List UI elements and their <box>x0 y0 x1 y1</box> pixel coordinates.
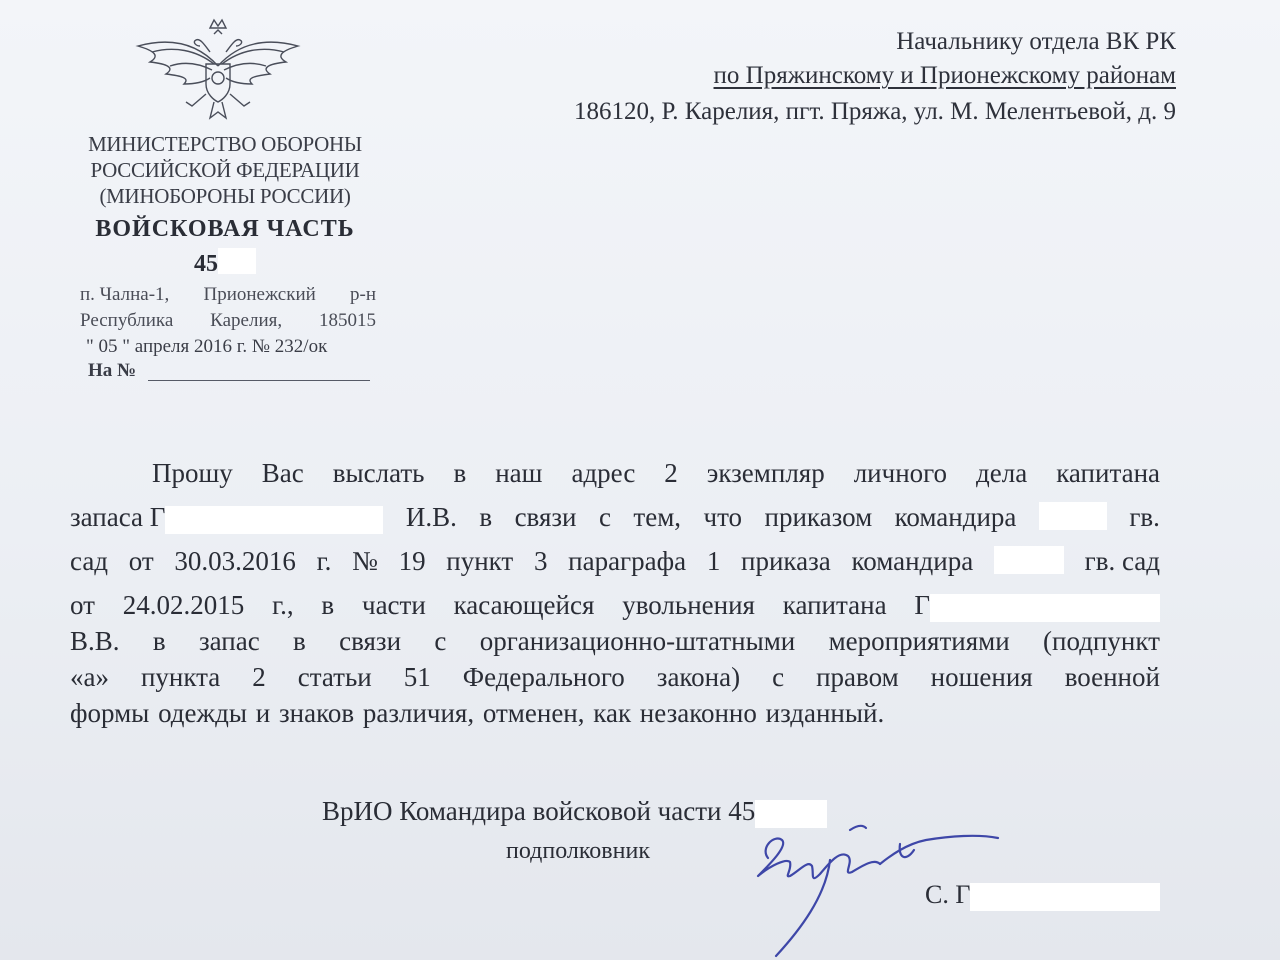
body-word: дела <box>976 458 1028 488</box>
addressee-line-1: Начальнику отдела ВК РК <box>896 28 1176 55</box>
body-word: капитана <box>1056 458 1160 488</box>
redaction-box <box>165 506 383 534</box>
body-word: 19 <box>398 546 426 576</box>
body-word: в <box>321 590 335 620</box>
body-word: 2 <box>252 662 266 692</box>
body-line-7: формы одежды и знаков различия, отменен, как незаконно изданный. <box>70 698 885 728</box>
body-word: 24.02.2015 <box>122 590 245 620</box>
body-text: Г <box>914 590 930 620</box>
body-word <box>70 502 383 534</box>
redaction-box <box>1039 502 1107 530</box>
body-word: правом <box>816 662 899 692</box>
body-word: организационно-штатными <box>479 626 796 656</box>
body-word: адрес <box>571 458 636 488</box>
body-word: № <box>352 546 378 576</box>
redaction-box <box>930 594 1160 622</box>
body-word: что <box>703 502 743 532</box>
body-word: ношения <box>930 662 1033 692</box>
body-word: касающейся <box>453 590 595 620</box>
unit-number-row <box>60 248 390 278</box>
signatory-name-text: С. Г <box>925 880 971 909</box>
signatory-rank: подполковник <box>506 838 650 864</box>
address-word: п. Чална-1, <box>80 284 170 305</box>
body-word: военной <box>1064 662 1160 692</box>
body-word: капитана <box>782 590 887 620</box>
body-word: части <box>361 590 426 620</box>
body-word: 51 <box>403 662 431 692</box>
reference-blank-line <box>148 380 370 381</box>
unit-address-line-2 <box>80 310 376 332</box>
body-word: г. <box>316 546 332 576</box>
body-line-4 <box>70 590 1160 622</box>
body-word: Федерального <box>462 662 625 692</box>
body-word: выслать <box>332 458 425 488</box>
body-word: запас <box>198 626 260 656</box>
body-word: командира <box>894 502 1017 532</box>
body-word: 3 <box>533 546 548 576</box>
address-word: Республика <box>80 310 174 331</box>
body-word: в <box>479 502 493 532</box>
body-word: пункт <box>446 546 514 576</box>
reference-label: На № <box>88 360 137 381</box>
body-line-2 <box>70 502 1160 534</box>
body-word: приказа <box>741 546 831 576</box>
body-word: от <box>128 546 154 576</box>
body-word: Прошу <box>152 458 233 488</box>
body-word: тем, <box>633 502 682 532</box>
signatory-title-text: ВрИО Командира войсковой части 45 <box>322 796 756 826</box>
body-line-5 <box>70 626 1160 657</box>
unit-number: 45 <box>194 251 218 277</box>
address-word: Прионежский <box>203 284 316 305</box>
body-word: 1 <box>706 546 721 576</box>
body-word: 30.03.2016 <box>174 546 296 576</box>
body-word <box>914 590 1160 622</box>
addressee-address: 186120, Р. Карелия, пгт. Пряжа, ул. М. Мелентьевой, д. 9 <box>574 98 1176 125</box>
body-word: пункта <box>140 662 221 692</box>
body-line-6 <box>70 662 1160 693</box>
body-line-1 <box>152 458 1160 489</box>
body-word: в <box>453 458 467 488</box>
addressee-line-2: по Пряжинскому и Прионежскому районам <box>713 62 1176 89</box>
body-word: г., <box>272 590 294 620</box>
body-word: приказом <box>764 502 873 532</box>
body-word: гв. сад <box>1084 546 1160 576</box>
eagle-emblem-icon <box>130 6 306 134</box>
redaction-box <box>994 546 1064 574</box>
outgoing-date-number: " 05 " апреля 2016 г. № 232/ок <box>86 336 328 357</box>
address-word: 185015 <box>318 310 376 331</box>
body-word: от <box>70 590 95 620</box>
body-word: Вас <box>261 458 304 488</box>
body-word: связи <box>339 626 402 656</box>
body-word: с <box>772 662 785 692</box>
ministry-name-line-1: МИНИСТЕРСТВО ОБОРОНЫ <box>88 132 362 156</box>
body-word: сад <box>70 546 109 576</box>
body-word: в <box>293 626 306 656</box>
ministry-name-line-3: (МИНОБОРОНЫ РОССИИ) <box>99 184 351 208</box>
body-word: (подпункт <box>1043 626 1160 656</box>
body-word: закона) <box>656 662 741 692</box>
body-word: статьи <box>297 662 372 692</box>
body-text: запаса Г <box>70 502 166 532</box>
address-word: Карелия, <box>210 310 283 331</box>
unit-address-line-1 <box>80 284 376 306</box>
body-word: «а» <box>70 662 109 692</box>
body-word: личного <box>853 458 948 488</box>
body-word: 2 <box>664 458 678 488</box>
body-word: в <box>152 626 166 656</box>
body-word: экземпляр <box>706 458 825 488</box>
ministry-name-line-2: РОССИЙСКОЙ ФЕДЕРАЦИИ <box>90 158 360 182</box>
unit-title: ВОЙСКОВАЯ ЧАСТЬ <box>95 216 355 242</box>
body-word: параграфа <box>568 546 687 576</box>
redaction-box <box>218 248 256 274</box>
body-word: командира <box>851 546 974 576</box>
handwritten-signature-icon <box>730 800 1030 960</box>
body-word: гв. <box>1129 502 1160 532</box>
body-word: И.В. <box>405 502 457 532</box>
body-line-3 <box>70 546 1160 577</box>
body-word: связи <box>514 502 577 532</box>
body-word: с <box>434 626 447 656</box>
body-word: наш <box>495 458 543 488</box>
body-word: мероприятиями <box>828 626 1010 656</box>
body-word: В.В. <box>70 626 120 656</box>
body-word: с <box>598 502 611 532</box>
address-word: р-н <box>350 284 376 305</box>
body-word: увольнения <box>622 590 755 620</box>
